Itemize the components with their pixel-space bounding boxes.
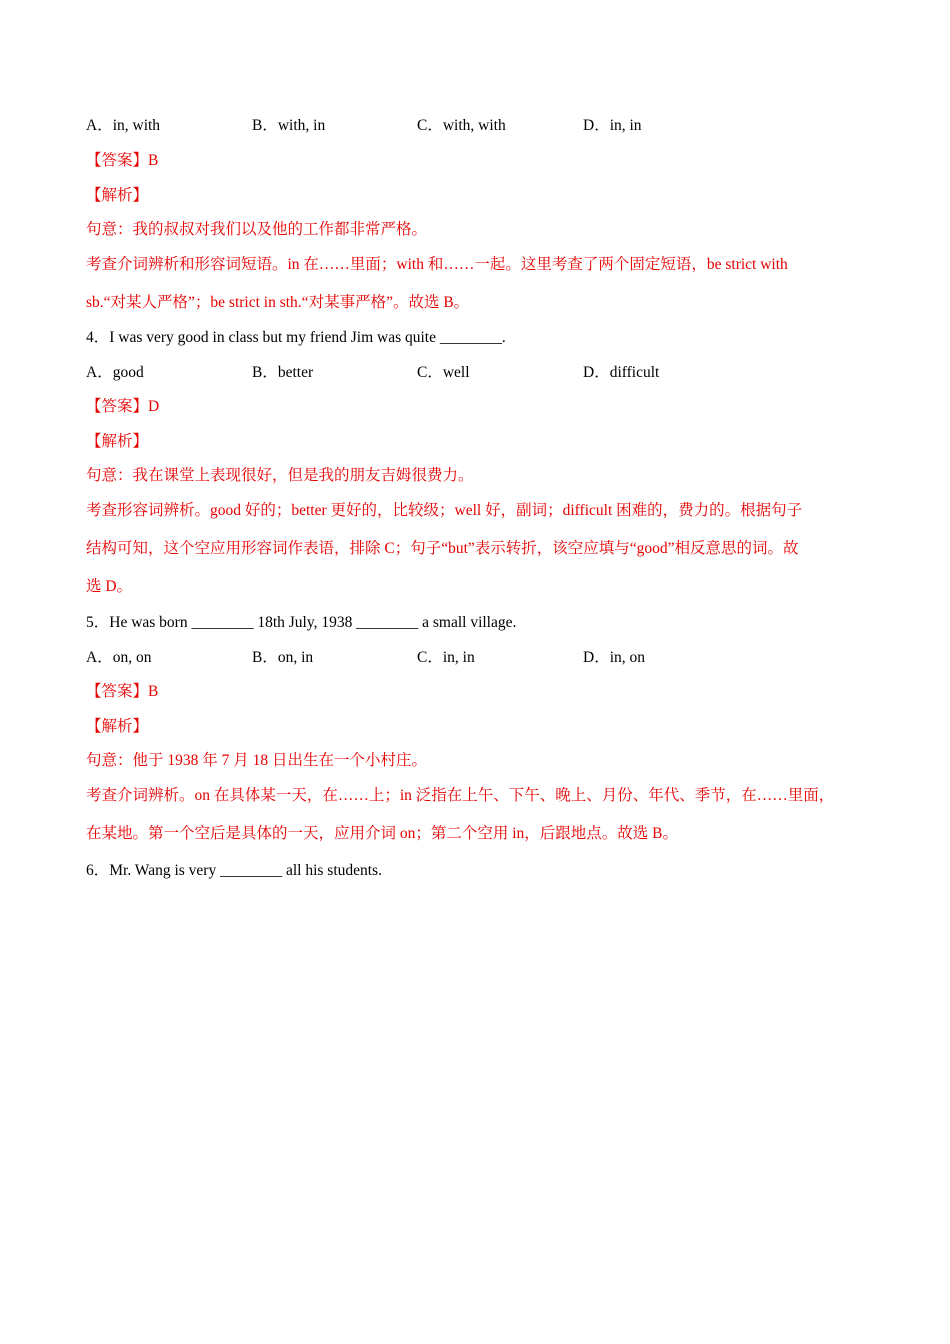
q3-option-c: C．with, with [417, 117, 506, 134]
q5-question: 5．He was born ________ 18th July, 1938 ________ a small village. [86, 614, 517, 631]
q4-question: 4．I was very good in class but my friend Jim was quite ________. [86, 329, 506, 346]
q5-explain-1: 考查介词辨析。on 在具体某一天，在……上；in 泛指在上午、下午、晚上、月份、年代、季节，在……里面， [86, 787, 835, 804]
q3-answer: 【答案】B [86, 152, 159, 169]
q4-option-a: A．good [86, 364, 144, 381]
q4-explain-2: 结构可知，这个空应用形容词作表语，排除 C；句子“but”表示转折，该空应填与“good”相反意思的词。故 [86, 540, 799, 557]
q5-option-c: C．in, in [417, 649, 475, 666]
q4-option-c: C．well [417, 364, 470, 381]
q5-option-a: A．on, on [86, 649, 152, 666]
q3-option-d: D．in, in [583, 117, 642, 134]
q5-explain-2: 在某地。第一个空后是具体的一天，应用介词 on；第二个空用 in，后跟地点。故选 B。 [86, 825, 679, 842]
q3-explain-1: 考查介词辨析和形容词短语。in 在……里面；with 和……一起。这里考查了两个固定短语，be strict with [86, 256, 788, 273]
q4-explain-3: 选 D。 [86, 578, 133, 595]
q4-answer: 【答案】D [86, 398, 160, 415]
q4-meaning: 句意：我在课堂上表现很好，但是我的朋友吉姆很费力。 [86, 467, 474, 484]
q3-option-b: B．with, in [252, 117, 326, 134]
q3-meaning: 句意：我的叔叔对我们以及他的工作都非常严格。 [86, 221, 428, 238]
q5-analysis-label: 【解析】 [86, 718, 149, 735]
q4-option-b: B．better [252, 364, 314, 381]
q4-explain-1: 考查形容词辨析。good 好的；better 更好的，比较级；well 好，副词；difficult 困难的，费力的。根据句子 [86, 502, 803, 519]
q5-option-b: B．on, in [252, 649, 314, 666]
q3-analysis-label: 【解析】 [86, 187, 149, 204]
q5-meaning: 句意：他于 1938 年 7 月 18 日出生在一个小村庄。 [86, 752, 428, 769]
q3-option-a: A．in, with [86, 117, 161, 134]
q4-option-d: D．difficult [583, 364, 660, 381]
q6-question: 6．Mr. Wang is very ________ all his students. [86, 862, 382, 879]
q5-option-d: D．in, on [583, 649, 646, 666]
q5-answer: 【答案】B [86, 683, 159, 700]
q3-explain-2: sb.“对某人严格”；be strict in sth.“对某事严格”。故选 B。 [86, 294, 470, 311]
q4-analysis-label: 【解析】 [86, 433, 149, 450]
